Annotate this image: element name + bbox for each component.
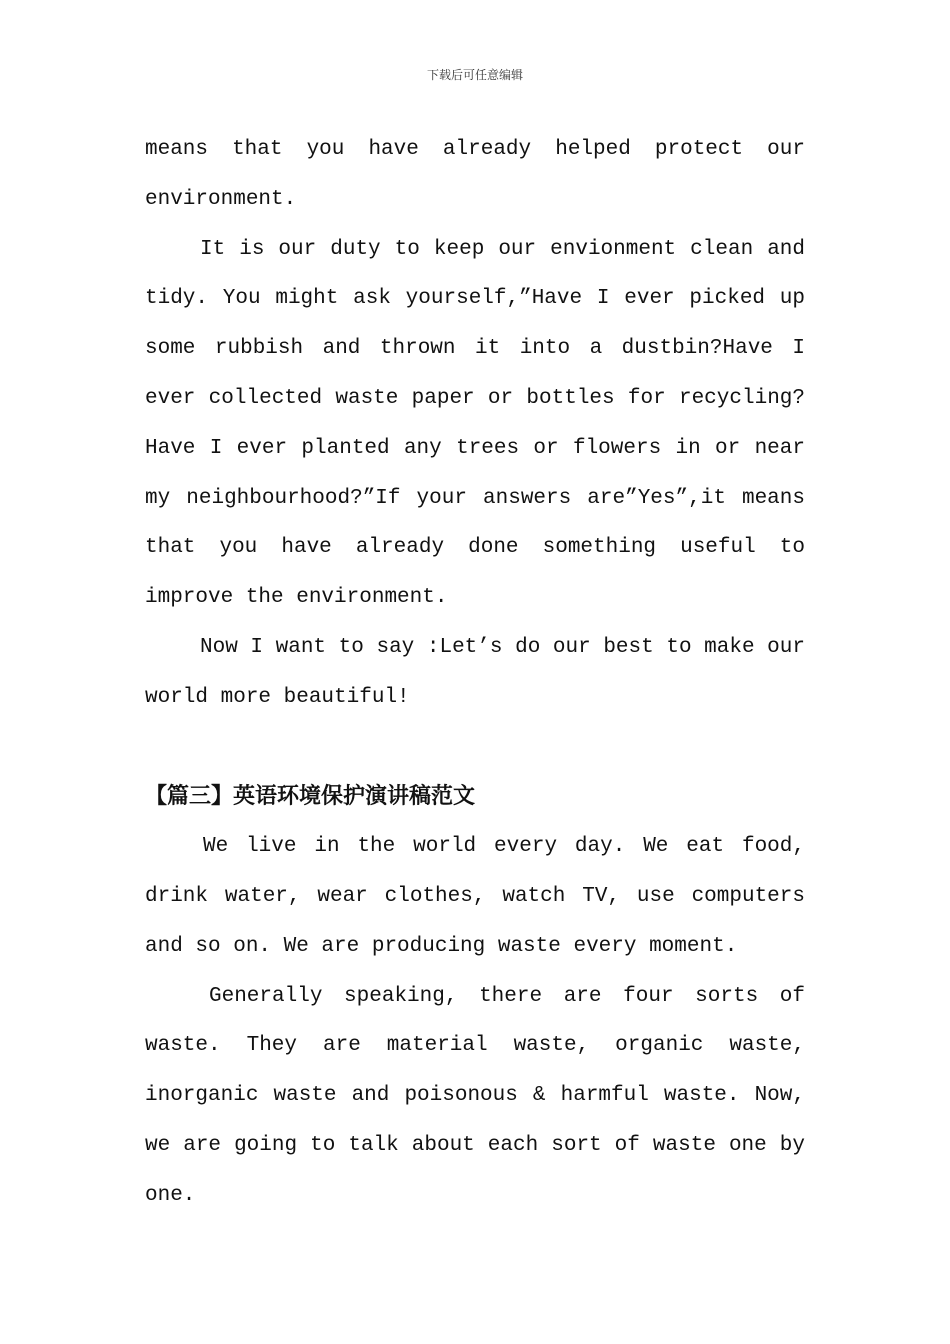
paragraph-intro: We live in the world every day. We eat food, drink water, wear clothes, watch TV, use computers and so on. We are producing waste every moment. <box>145 835 805 958</box>
paragraph-continued: means that you have already helped protect our environment. <box>145 138 805 211</box>
page-header-note: 下载后可任意编辑 <box>426 68 523 82</box>
paragraph-duty: It is our duty to keep our envionment clean and tidy. You might ask yourself,”Have I ever picked up some rubbish and thrown it into a dustbin?Have I ever collected waste paper or bottles for recycling?Have I ever planted any trees or flowers in or near my neighbourhood?”If your answers are”Yes”,it means that you have already done something useful to improve the environment. <box>145 237 805 610</box>
paragraph-conclusion: Now I want to say :Let’s do our best to make our world more beautiful! <box>145 635 805 709</box>
paragraph-waste-sorts: Generally speaking, there are four sorts of waste. They are material waste, organic waste, inorganic waste and poisonous & harmful waste. Now, we are going to talk about each sort of waste one by one. <box>145 984 805 1207</box>
section-title: 【篇三】英语环境保护演讲稿范文 <box>145 783 476 810</box>
document-body <box>145 125 805 1221</box>
paragraph-gap <box>145 723 805 773</box>
